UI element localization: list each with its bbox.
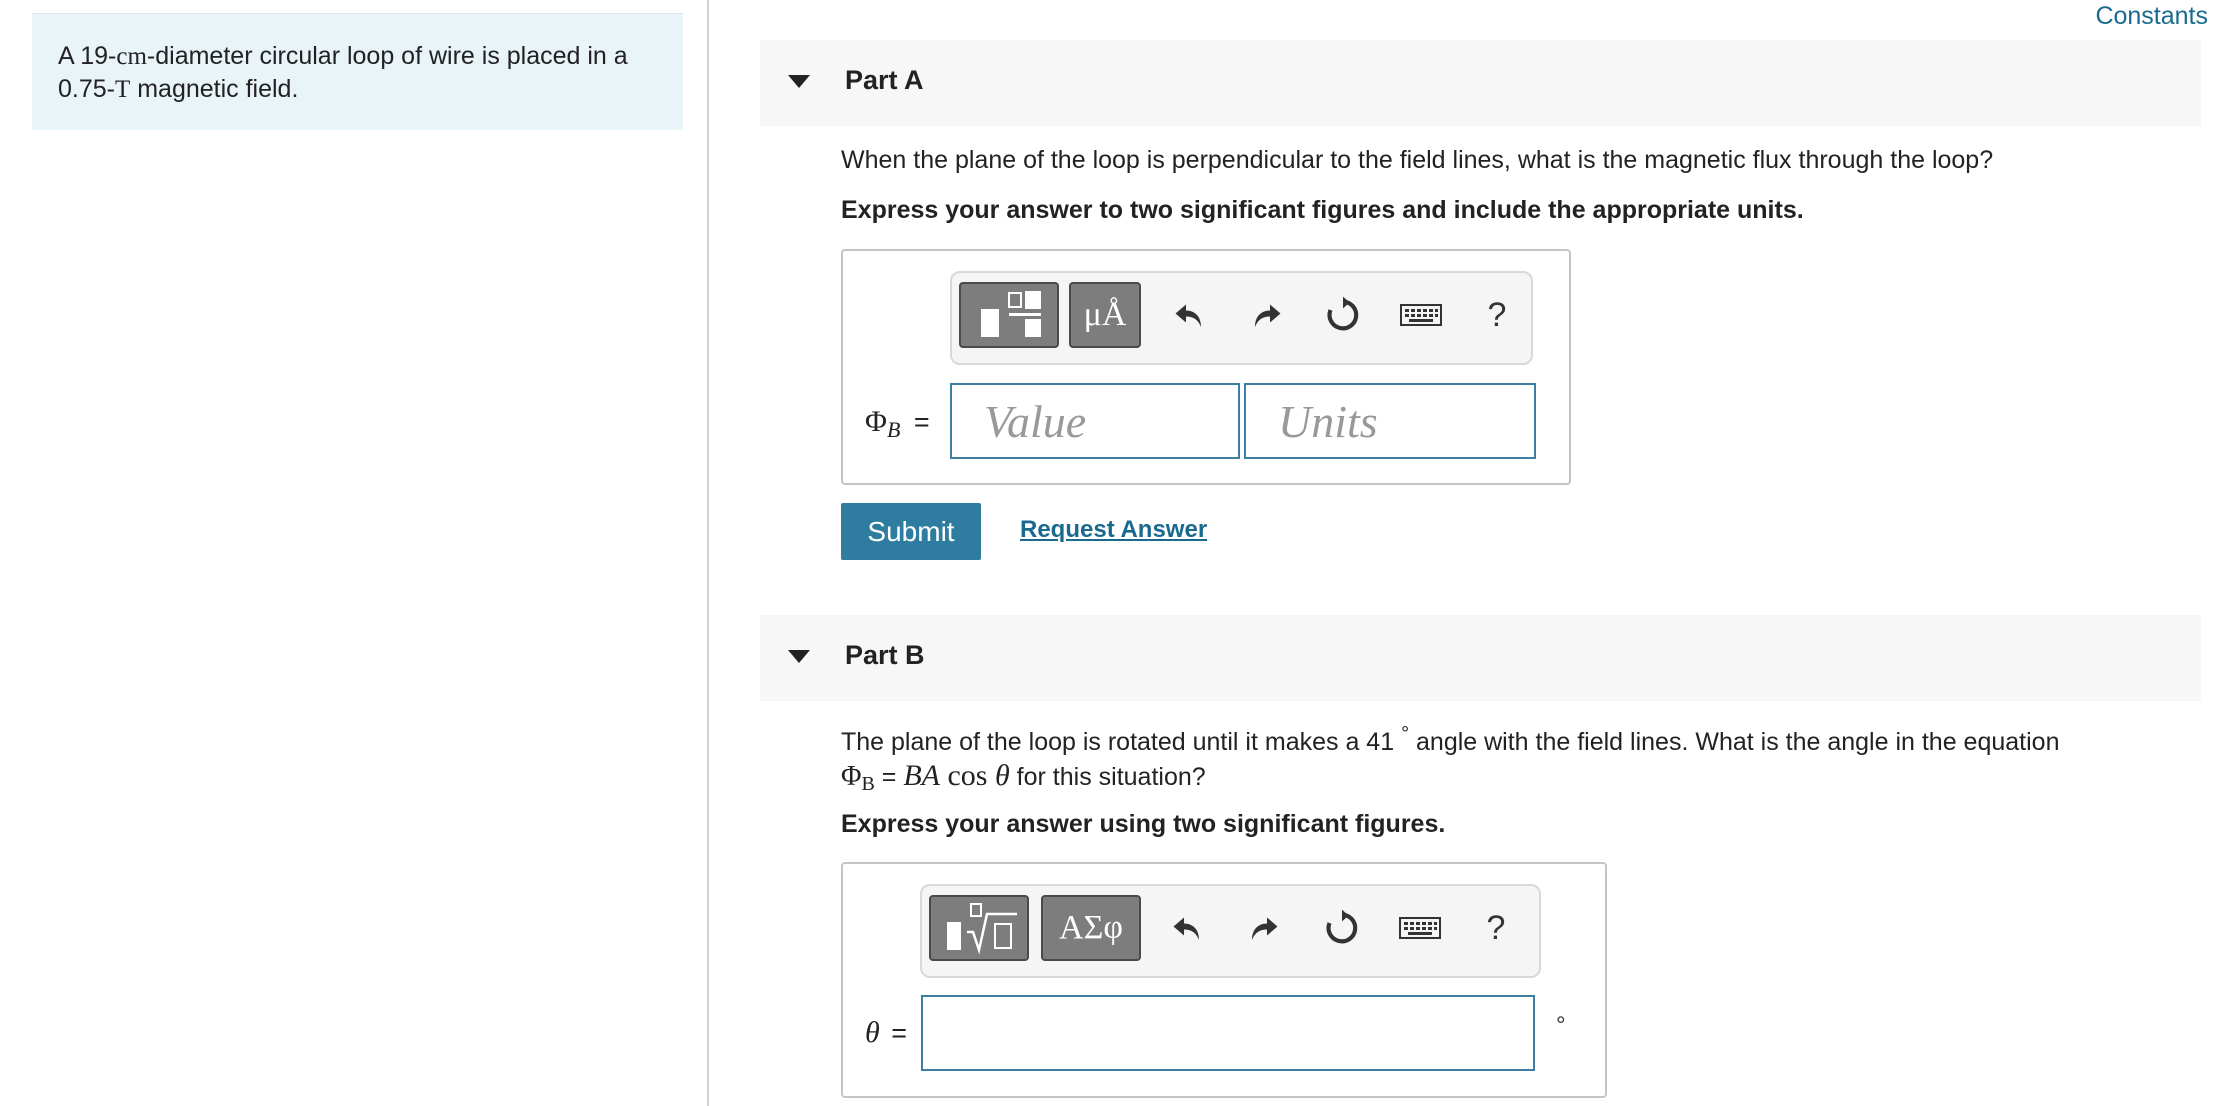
question-text: for this situation? <box>1009 763 1206 791</box>
help-icon[interactable]: ? <box>1487 295 1507 334</box>
problem-text: -diameter circular loop of wire is placed in a 0.75- <box>58 42 628 103</box>
part-b-header[interactable] <box>760 615 2201 701</box>
keyboard-icon[interactable] <box>1398 906 1442 950</box>
angle-input[interactable] <box>921 995 1535 1071</box>
undo-arrow-svg <box>1169 910 1205 946</box>
collapse-caret-icon[interactable] <box>788 650 810 663</box>
units-button[interactable] <box>1069 282 1141 348</box>
problem-text: A 19- <box>58 42 117 70</box>
keyboard-icon[interactable] <box>1399 293 1443 337</box>
eq-cos: cos <box>939 759 995 792</box>
templates-icon <box>969 287 1049 343</box>
part-b-title: Part B <box>845 640 925 670</box>
question-text: angle with the field lines. What is the angle in the equation <box>1409 728 2060 756</box>
greek-button[interactable] <box>1041 895 1141 961</box>
phi-b-label <box>865 405 930 442</box>
eq-rhs: BA <box>903 759 940 792</box>
undo-icon[interactable] <box>1167 293 1211 337</box>
part-a-instruction: Express your answer to two significant figures and include the appropriate units. <box>841 196 1804 224</box>
collapse-caret-icon[interactable] <box>788 75 810 88</box>
eq-phi-sub: B <box>861 773 875 795</box>
redo-icon[interactable] <box>1242 906 1286 950</box>
eq-theta: θ <box>994 759 1010 792</box>
problem-unit-cm: cm <box>116 43 147 70</box>
templates-button[interactable] <box>929 895 1029 961</box>
undo-icon[interactable] <box>1165 906 1209 950</box>
theta-label <box>865 1016 907 1050</box>
reset-arrow-svg <box>1323 295 1363 335</box>
templates-sqrt-icon <box>937 900 1021 956</box>
request-answer-link[interactable]: Request Answer <box>1020 516 1208 543</box>
redo-arrow-svg <box>1249 297 1285 333</box>
problem-unit-tesla: T <box>114 76 131 103</box>
part-a-toolbar <box>950 271 1533 365</box>
undo-arrow-svg <box>1171 297 1207 333</box>
eq-equals: = <box>874 763 904 791</box>
part-a-header[interactable] <box>760 40 2201 126</box>
reset-arrow-svg <box>1322 908 1362 948</box>
phi-subscript: B <box>886 417 901 442</box>
reset-icon[interactable] <box>1320 906 1364 950</box>
problem-statement <box>32 13 683 130</box>
greek-symbol: ΑΣφ <box>1059 909 1123 946</box>
eq-phi: Φ <box>841 761 862 792</box>
phi-symbol: Φ <box>865 405 887 438</box>
part-a-question: When the plane of the loop is perpendicular to the field lines, what is the magnetic flux through the loop? <box>841 146 1994 174</box>
value-input[interactable]: Value <box>950 383 1240 459</box>
redo-icon[interactable] <box>1245 293 1289 337</box>
part-a-answer-box <box>841 249 1571 485</box>
question-text: The plane of the loop is rotated until it makes a 41 <box>841 728 1402 756</box>
part-b-answer-box <box>841 862 1607 1098</box>
part-b-instruction: Express your answer using two significant figures. <box>841 810 1446 838</box>
reset-icon[interactable] <box>1321 293 1365 337</box>
templates-button[interactable] <box>959 282 1059 348</box>
theta-symbol: θ <box>865 1016 880 1049</box>
degree-unit-label: ° <box>1556 1012 1566 1039</box>
keyboard-svg <box>1398 914 1442 942</box>
panel-divider <box>707 0 709 1106</box>
submit-button[interactable]: Submit <box>841 503 981 560</box>
equals-sign: = <box>913 407 930 437</box>
part-a-title: Part A <box>845 65 924 95</box>
help-icon[interactable]: ? <box>1486 908 1506 947</box>
units-input[interactable]: Units <box>1244 383 1536 459</box>
degree-symbol: ° <box>1401 723 1410 745</box>
part-b-toolbar <box>920 884 1541 978</box>
equals-sign: = <box>891 1018 908 1048</box>
redo-arrow-svg <box>1246 910 1282 946</box>
keyboard-svg <box>1399 301 1443 329</box>
problem-text: magnetic field. <box>130 75 299 103</box>
part-b-question <box>841 723 2181 795</box>
units-symbol: μÅ <box>1083 296 1127 333</box>
constants-link[interactable]: Constants <box>2095 2 2208 30</box>
